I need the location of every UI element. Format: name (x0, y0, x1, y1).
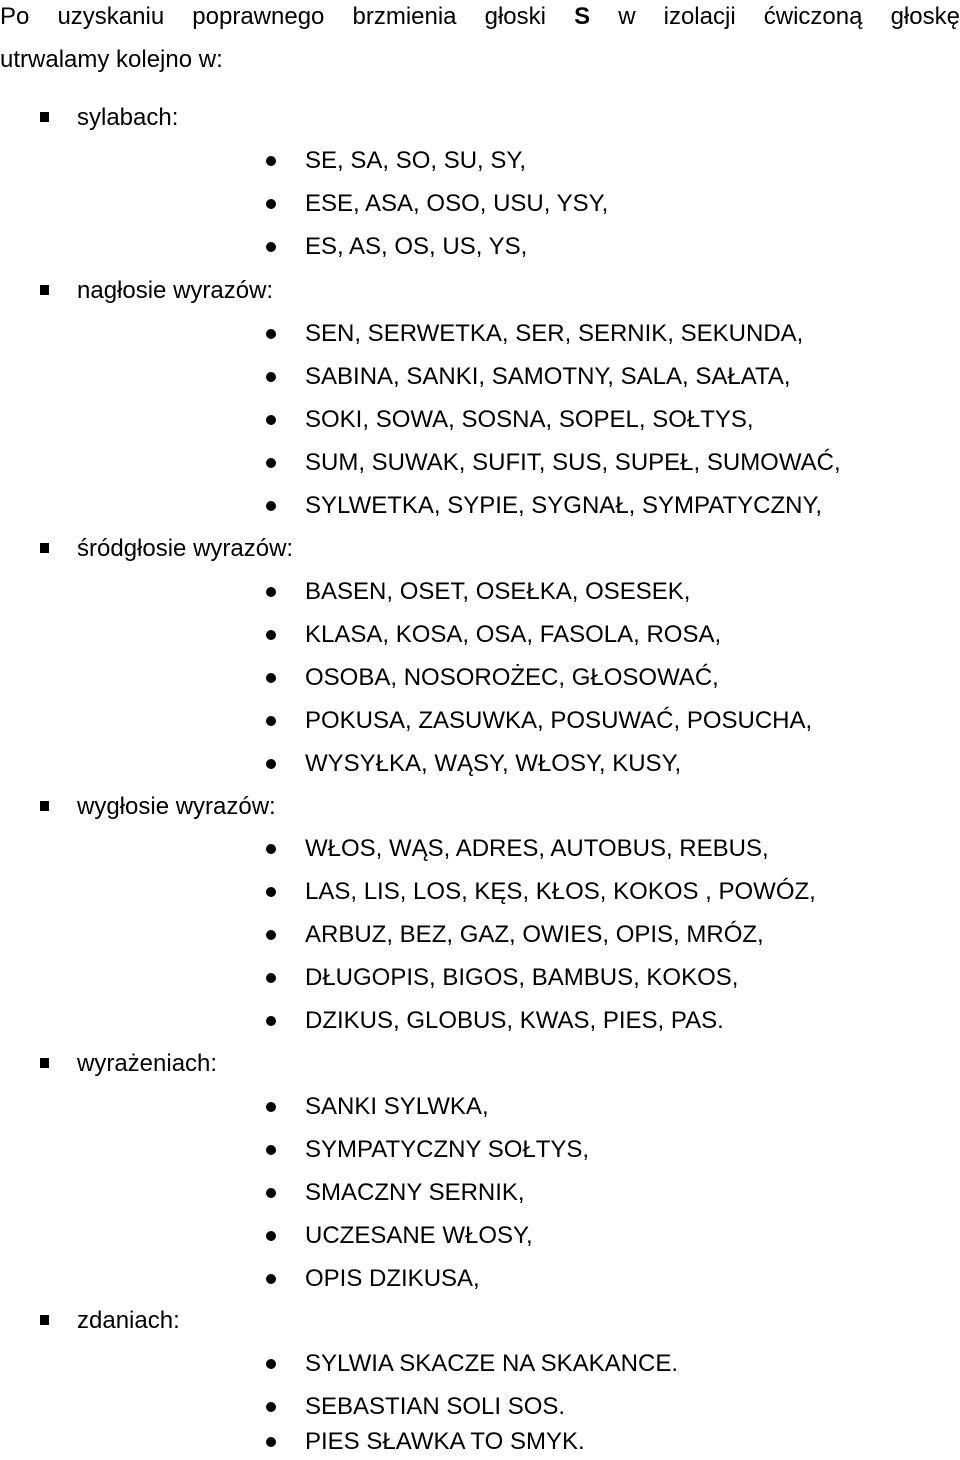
list-item-text: SABINA, SANKI, SAMOTNY, SALA, SAŁATA, (305, 363, 791, 390)
square-bullet-icon (40, 543, 49, 553)
intro-word: izolacji (663, 3, 736, 30)
section-label: sylabach: (77, 104, 179, 131)
bullet-icon (266, 501, 276, 511)
square-bullet-icon (40, 801, 49, 811)
list-item-text: ES, AS, OS, US, YS, (305, 233, 528, 260)
bullet-icon (266, 716, 276, 726)
list-item-text: SOKI, SOWA, SOSNA, SOPEL, SOŁTYS, (305, 406, 754, 433)
list-item-text: SMACZNY SERNIK, (305, 1179, 525, 1206)
list-item-text: KLASA, KOSA, OSA, FASOLA, ROSA, (305, 621, 722, 648)
bullet-icon (266, 1145, 276, 1155)
list-item-text: DŁUGOPIS, BIGOS, BAMBUS, KOKOS, (305, 964, 739, 991)
bullet-icon (266, 242, 276, 252)
list-item-text: OPIS DZIKUSA, (305, 1265, 480, 1292)
square-bullet-icon (40, 1058, 49, 1068)
section-label: nagłosie wyrazów: (77, 277, 274, 304)
list-item-text: UCZESANE WŁOSY, (305, 1222, 533, 1249)
bullet-icon (266, 1274, 276, 1284)
bullet-icon (266, 156, 276, 166)
list-item-text: ESE, ASA, OSO, USU, YSY, (305, 190, 609, 217)
list-item-text: DZIKUS, GLOBUS, KWAS, PIES, PAS. (305, 1007, 724, 1034)
list-item-text: PIES SŁAWKA TO SMYK. (305, 1428, 585, 1455)
bullet-icon (266, 844, 276, 854)
intro-line-1 (0, 2, 960, 32)
section-label: wygłosie wyrazów: (77, 793, 276, 820)
intro-line-2: utrwalamy kolejno w: (0, 46, 223, 73)
intro-word: poprawnego (192, 3, 325, 30)
list-item-text: SEN, SERWETKA, SER, SERNIK, SEKUNDA, (305, 320, 804, 347)
intro-word: Po (0, 3, 30, 30)
list-item-text: ARBUZ, BEZ, GAZ, OWIES, OPIS, MRÓZ, (305, 921, 764, 948)
section-label: śródgłosie wyrazów: (77, 535, 294, 562)
intro-word: głoski (484, 3, 546, 30)
intro-word: ćwiczoną (763, 3, 863, 30)
bullet-icon (266, 1016, 276, 1026)
bullet-icon (266, 372, 276, 382)
list-item-text: OSOBA, NOSOROŻEC, GŁOSOWAĆ, (305, 664, 719, 691)
intro-word: w (618, 3, 636, 30)
bullet-icon (266, 329, 276, 339)
list-item-text: SYLWIA SKACZE NA SKAKANCE. (305, 1350, 679, 1377)
section-label: wyrażeniach: (77, 1050, 218, 1077)
intro-word: głoskę (890, 3, 960, 30)
intro-word: brzmienia (352, 3, 457, 30)
bullet-icon (266, 1188, 276, 1198)
bullet-icon (266, 759, 276, 769)
intro-word: uzyskaniu (57, 3, 165, 30)
intro-word-highlight: S (574, 3, 591, 30)
list-item-text: WYSYŁKA, WĄSY, WŁOSY, KUSY, (305, 750, 682, 777)
bullet-icon (266, 415, 276, 425)
section-label: zdaniach: (77, 1307, 180, 1334)
list-item-text: SEBASTIAN SOLI SOS. (305, 1393, 566, 1420)
list-item-text: LAS, LIS, LOS, KĘS, KŁOS, KOKOS , POWÓZ, (305, 878, 816, 905)
list-item-text: POKUSA, ZASUWKA, POSUWAĆ, POSUCHA, (305, 707, 813, 734)
bullet-icon (266, 673, 276, 683)
bullet-icon (266, 1359, 276, 1369)
bullet-icon (266, 587, 276, 597)
bullet-icon (266, 973, 276, 983)
bullet-icon (266, 199, 276, 209)
list-item-text: SUM, SUWAK, SUFIT, SUS, SUPEŁ, SUMOWAĆ, (305, 449, 841, 476)
list-item-text: WŁOS, WĄS, ADRES, AUTOBUS, REBUS, (305, 835, 769, 862)
bullet-icon (266, 1231, 276, 1241)
square-bullet-icon (40, 285, 49, 295)
bullet-icon (266, 930, 276, 940)
bullet-icon (266, 630, 276, 640)
bullet-icon (266, 887, 276, 897)
bullet-icon (266, 1402, 276, 1412)
list-item-text: SE, SA, SO, SU, SY, (305, 147, 526, 174)
bullet-icon (266, 458, 276, 468)
bullet-icon (266, 1102, 276, 1112)
list-item-text: SYMPATYCZNY SOŁTYS, (305, 1136, 590, 1163)
list-item-text: SANKI SYLWKA, (305, 1093, 489, 1120)
square-bullet-icon (40, 1315, 49, 1325)
bullet-icon (266, 1437, 276, 1447)
square-bullet-icon (40, 112, 49, 122)
list-item-text: SYLWETKA, SYPIE, SYGNAŁ, SYMPATYCZNY, (305, 492, 823, 519)
list-item-text: BASEN, OSET, OSEŁKA, OSESEK, (305, 578, 691, 605)
